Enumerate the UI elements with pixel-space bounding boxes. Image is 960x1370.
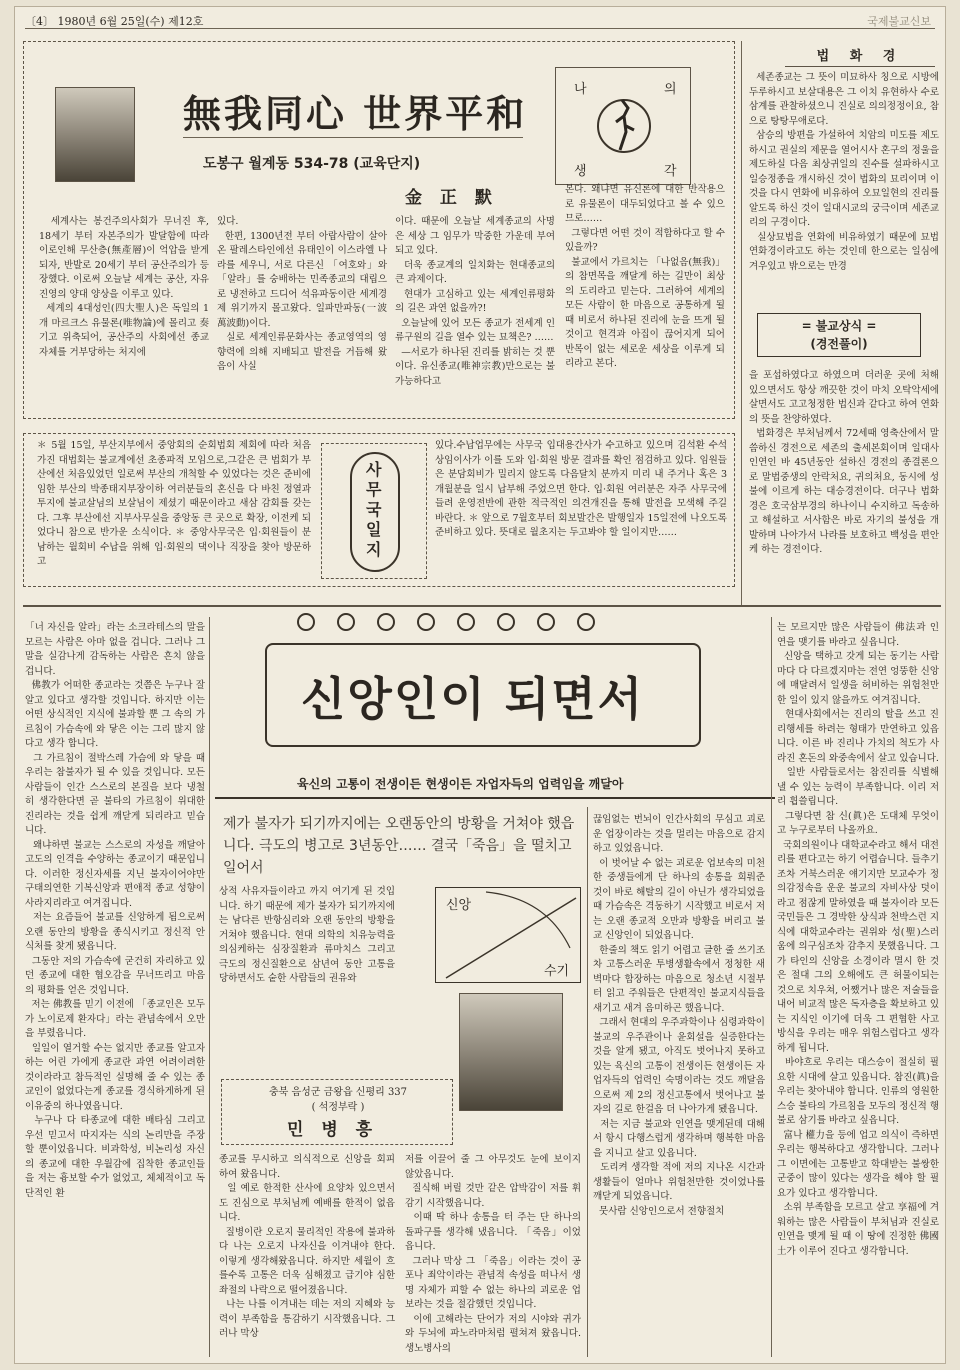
dharma-title-box [785,45,935,67]
bottom-col-2b: 종교를 무시하고 의식적으로 신앙을 회피하여 왔읍니다. 일 예로 한적한 산사에 요양차 있으면서도 진심으로 부처님께 예배를 한적이 없읍니다. 질병이란 오로지 물리적인 작용에 불과하다 나는 오로지 나자신을 이겨내야 한다. 이렇게 생각해왔읍니다. 하지만 세월이 흐를수록 고통은 더욱 심해졌고 급기야 심한 좌절의 나락으로 떨어졌읍니다. 나는 나를 이겨내는 데는 저의 지혜와 능력이 부족함을 통감하기 시작했읍니다. 그러나 막상 [219,1154,396,1339]
newspaper-page [14,6,946,1364]
bottom-divider-3 [587,807,588,1357]
circle-ornament [297,613,315,631]
top-author: 金 正 默 [405,188,498,208]
office-diary-emblem [321,443,427,579]
bottom-col-5: 는 모르지만 많은 사람들이 佛法과 인연을 맺기를 바라고 싶읍니다. 신앙을 택하고 갓게 되는 동기는 사람마다 다 다르겠지마는 전연 엉뚱한 신앙에 매달려서 일생을 허비하는 위험천만한 일이 있지 않을까도 여겨집니다. 현대사회에서는 진리의 탈을 쓰고 진리행세를 하려는 형태가 만연하고 있읍니다. 이른 바 진리나 가치의 척도가 사라진 혼돈의 와중속에서 살고 있습니다. 일반 사람들로서는 참진리를 식별해 낼 수 있는 능력이 부족합니다. 이리 저리 휩쓸립니다. 그렇다면 참 신(眞)은 도대체 무엇이고 누구로부터 나올까요. 국회의원이나 대학교수라고 해서 대전리를 편다고는 하기 어렵습니다. 들추기조차 거북스러운 얘기지만 모교수가 정의감정속을 운운 불교의 자비사상 덧이라고 점잖게 말하였을 때 불자이라 모든 국민들은 그 경박한 상식과 천박스런 지식에 대학교수라는 권위와 성(聖)스러움에 의구심조차 감추지 못했읍니다. 그가 타인의 신앙을 소경이라 멸시 한 것은 절대 그의 오해에도 큰 허물이되는 것으로 치우쳐, 어쨌거나 많은 저술들을 내어 비교적 많은 독자층을 확보하고 있는 지식인 이기에 더욱 그 편협한 사고방식을 우리는 매우 위험스럽다고 생각하게 됩니다. 바야흐로 우리는 대스승이 절실히 필요한 시대에 살고 있읍니다. 참진(眞)을 우리는 찾아내야 합니다. 인류의 영원한 스승 불타의 가르침을 모두의 정신적 행불로 삼기를 바라고 싶읍니다. 富나 權力을 등에 업고 의식이 즉하면 우리는 행복하다고 생각합니다. 그러나 그 이면에는 고통받고 학대받는 불쌍한 군중이 많이 있다는 생각을 해야 할 필요가 있다고 생각합니다. 소위 부족함을 모르고 살고 享福에 겨워하는 많은 사람들이 부처님과 진실로 인연을 맺게 될 때 이 땅에 진정한 佛國土가 이루어 진다고 생각합니다. [777,622,940,1257]
bottom-col-3b: 저를 이끌어 줄 그 아무것도 눈에 보이지 않았읍니다. 질식해 버릴 것만 같은 압박감이 저를 휘감기 시작했읍니다. 이때 딱 하나 송통을 터 주는 단 하나의 돌파구를 생각해 냈읍니다. 「죽음」이었읍니다. 그러나 막상 그 「죽음」이라는 것이 공포나 죄악이라는 관념적 속성을 떠나서 생명 자체가 피할 수 없는 하나의 괴로운 업보라는 것을 절감했던 것입니다. 이에 고해라는 단어가 저의 시야와 귀가와 두뇌에 파노라마처럼 펼쳐져 왔읍니다. 생노병사의 [405,1154,582,1354]
buddhism-common-sense-title: = 불교상식 = (경전풀이) [801,319,877,351]
dharma-body-1: 세존종교는 그 뜻이 미묘하사 칭으로 시방에 두루하시고 보살대용은 그 이치 유현하사 수로 삼계를 관찰하셨으니 진실로 의의정정이요, 참으로 탕탕무애로다. 삼승의 방편을 가설하여 치암의 미도를 제도하시고 권실의 제문을 열어시사 혼구의 정울을 제도하실 다음 최상귀일의 진수를 설파하시고 일승정종을 개시하신 것이 법화의 묘리이며 이것을 다시 연화에 비유하여 오묘일현의 진리를 알도록 하신 것이 일대시교의 궁극이며 세존교리의 구경이다. 실상묘법을 연화에 비유하였기 때문에 묘법연화경이라고도 하는 것인데 한으로는 일심에 겨우있고 밖으로는 만경 [749,72,939,272]
office-diary-title: 사무국일지 [366,460,382,559]
top-headline: 無我同心 世界平和 [183,91,528,136]
bottom-author: 민 병 흥 [287,1120,379,1140]
office-diary-right: 있다.수납업무에는 사무국 입대용간사가 수고하고 있으며 김석환 수석 상임이사가 이를 도와 입·회원 방문 결과를 확인 점검하고 있다. 임원들은 분담회비가 밀리지 않도록 다음달치 분까지 미리 내 주거나 혹은 3개월분을 일시 납부해 주었으면 한다. 입·회원 여러분은 자주 사무국에 들려 운영전반에 관한 적극적인 의견개진을 통해 발전을 모색해 주길 바란다. ＊ 앞으로 7월호부터 회보발간은 발행일자 15일전에 나오도록 준비하고 있다. 뜻대로 월초지는 두고봐야 할 일이지만…… [435,440,731,538]
top-article-col-1: 세계사는 봉건주의사회가 무너진 후, 18세기 부터 자본주의가 발달함에 따라 이로인해 무산층(無產層)이 억압을 받게되자, 반발로 20세기 부터 공산주의가 등장했다. 이로써 오늘날 세계는 공산, 자유진영의 양대 양상을 이루고 있다. 세계의 4대성인(四大聖人)은 독일의 1개 마르크스 유물론(唯物論)에 몰리고 奏기고 위축되어, 공산주의 사회에선 종교자체를 거부당하는 처지에 [39,216,209,358]
circle-ornament [497,613,515,631]
page-date-issue [25,13,203,29]
top-article-col-2: 있다. 한편, 1300년전 부터 아랍사람이 살아온 팔레스타인에선 유태인이 이스라엘 나라를 세우니, 서로 다른신 「여호와」와 「알라」를 숭배하는 민족종교의 대립으로 냉전하고 드디어 석유파동이란 세계경제 위기까지 몰고왔다. 일파만파동(一波萬波動)이다. 실로 세계인류문화사는 종교영역의 영향력에 의해 지배되고 발전을 거듭해 왔음이 사실 [217,216,388,372]
top-article-col-4: 본다. 왜냐면 유신론에 대한 반작용으로 유물론이 대두되었다고 볼 수 있으므로…… 그렇다면 어떤 것이 적합하다고 할 수 있을까? 불교에서 가르치는 「나없음(無我)」의 참면목을 깨달게 하는 길만이 최상의 도리라고 믿는다. 그러하여 세계의 모든 사람이 한 마음으로 공통하게 될 때 비로서 하나된 진리에 눈을 뜨게 될 것이고 현격과 아집이 끊어지게 되어 반목이 없는 세로운 세상을 이루게 되리라고 본다. [565,184,725,369]
dharma-title: 법 화 경 [816,49,904,64]
subtitle-rule [215,797,775,799]
office-diary-left: ＊ 5월 15일, 부산지부에서 중앙회의 순회법회 제회에 따라 처음가진 대법회는 불교계에선 초종파적 모임으로,그같은 큰 법회가 부산에선 처음있었던 일로써 부산의 개척할 수 있었다는 것은 준비에 임한 부산의 박종태지부장이하 여러분들의 혼신을 다 바친 정열과 투지에 불교살님의 보살님이 제셨기 때문이라고 새삼 감회를 갖는다. 그후 부산에선 지부사무실을 중앙동 큰 곳으로 확장, 이전케 되었다니 참으로 반가운 소식이다. ＊ 중앙사무국은 입·회원들이 분남하는 월회비 수납을 위해 입·회원의 댁이나 직장을 찾아 방문하고 [37,440,315,567]
page-number: 〔4〕 [25,15,54,28]
emblem-label-tr: 의 [664,82,677,97]
bottom-address: 충북 음성군 금왕읍 신평리 337 ( 석정부락 ) [268,1087,408,1113]
faith-memoir-box [435,887,581,983]
circle-ornament [337,613,355,631]
bottom-col-4: 끊임없는 번뇌이 인간사회의 무심고 괴로운 업장이라는 것을 멀리는 마음으로 감지하고 있었읍니다. 이 벗어날 수 없는 괴로운 업보속의 미천한 중생들에게 단 하나의 송통을 희뤄준 것이 바로 해탈의 길이 아닌가 생각되었을 때 가슴속은 격동하기 시작했고 비로서 저는 오랜 종교적 오만과 방황을 버리고 불교 신앙인이 되었읍니다. 한줄의 책도 읽기 어렵고 글한 줄 쓰기조차 고통스러운 투병생활속에서 정청한 새벽마다 합장하는 마음으로 청소년 시절부터 읽고 주워들은 단편적인 불교지식들을 새기고 새겨 음미하곤 했읍니다. 그래서 현대의 우주과학이나 심령과학이 불교의 우주관이나 윤회설을 실증한다는 것을 알게 됐고, 아직도 벗어나지 못하고 있는 육신의 고통이 전생이든 현생이든 자업자득의 업력인 숙명이라는 것도 깨달음으로써 제 2의 정신고통에서 벗어나고 불자의 길로 한걸음 더 나아가게 됐읍니다. 저는 지금 불교와 인연을 맺게된데 대해서 항시 다행스럽게 생각하며 행복한 마음을 지니고 살고 있읍니다. 도리켜 생각할 적에 저의 지나온 시간과 생활들이 얼마나 위험천만한 것이었나를 깨닫게 되었읍니다. 뭇사람 신앙인으로서 전향절치 [593,814,765,1217]
buddhism-common-sense-box [757,313,921,357]
bottom-title: 신앙인이 되면서 [301,672,645,726]
circle-ornament [417,613,435,631]
my-opinion-emblem [555,67,691,185]
section-separator [23,605,941,607]
bottom-col-1: 「너 자신을 알라」라는 소크라테스의 말을 모르는 사람은 아마 없을 겁니다. 그러나 그 말을 실감나게 감독하는 사람은 흔치 않을겁니다. 佛教가 어떠한 종교라는 것쯤은 누구나 잘 알고 있다고 생각할 것입니다. 하지만 이는 어떤 상식적인 지식에 불과할 뿐 그 속의 가르침이 가슴속에 와 닿은 이는 그리 많지 않다고 생각 합니다. 그 가르침이 절박스레 가슴에 와 닿을 때 우리는 참불자가 될 수 있을 것입니다. 모든 사람들이 인간 스스로의 본질을 보다 냉철히 생각한다면 곧 불타의 가르침이 위대한 진리라는 것을 쉽게 깨닫게 되리라고 믿습니다. 왜냐하면 불교는 스스로의 자성을 깨달아 고도의 인격을 수양하는 종교이기 때문입니다. 이러한 정신자세를 지닌 불자이어야만 구태의연한 기복신앙과 편애적 종교 성향이 사라지리라고 여겨집니다. 저는 요즘들어 불교를 신앙하게 됨으로써 오랜 동안의 방황을 종식시키고 정신적 안식처를 찾게 됐읍니다. 그동안 저의 가슴속에 굳건히 자리하고 있던 종교에 대한 협오감을 무너뜨리고 마음의 평화를 얻은 것입니다. 저는 佛教를 믿기 이전에 「종교인은 모두가 노이로제 환자다」라는 관념속에서 오만을 부렸읍니다. 일일이 열거할 수는 없지만 종교를 알고자하는 어린 가에게 종교란 과연 어려이려한 것이라라고 참득적인 실명해 줄 수 있는 종교인이 없었다는게 종교를 경식하게하게 된 이유중의 하나였읍니다. 누구나 다 타종교에 대한 배타심 그리고 우선 믿고서 따지자는 식의 논리만을 주장할 뿐이었읍니다. 비과학성, 비논리성 자신의 종교에 대한 우월감에 집착한 종교인들을 저는 흉보할 수가 없었고, 체체적이고 독단적인 환 [25,622,205,1199]
emblem-label-bl: 생 [574,164,587,179]
memoir-label: 수기 [544,964,570,979]
paper-name: 국제불교신보 [867,15,931,28]
circle-ornament [377,613,395,631]
bottom-subtitle: 육신의 고통이 전생이든 현생이든 자업자득의 업력임을 깨달아 [297,777,624,791]
circle-ornament [577,613,595,631]
thinker-icon [596,86,652,166]
headline-rule [183,137,523,138]
right-column-divider [741,41,742,607]
title-circles-row [297,613,677,635]
circle-ornament [457,613,475,631]
author-photo-kim [55,87,135,182]
masthead [25,11,935,29]
author-photo-min [459,993,563,1111]
top-address: 도봉구 월계동 534-78 (교육단지) [203,156,421,172]
emblem-label-br: 각 [664,164,677,179]
bottom-divider-1 [209,617,210,1357]
dharma-body-2: 을 포섭하였다고 하였으며 더러운 곳에 처해 있으면서도 항상 깨끗한 것이 마치 오탁악세에 살면서도 고고청정한 법신과 같다고 하여 연화의 뜻을 찬양하였다. 법화경은 부처님께서 72세때 영축산에서 말씀하신 경전으로 세존의 출세본회이며 일대사 인연인 바 45년동안 설하신 경전의 종결론으로 말법중생의 안락처요, 귀의처요, 동시에 성불에 이르게 하는 대승경전이다. 더구나 법화경은 호국삼부경의 하나이니 수지하고 독송하고 해설하고 서사함은 바로 자기의 불성을 개발하며 나아가서 나라를 보호하고 백성을 편안케 하는 경전이다. [749,370,939,555]
bottom-divider-4 [771,617,772,1357]
issue-date: 1980년 6월 25일(수) 제12호 [57,15,204,28]
bottom-col-2a: 상적 사유자들이라고 까지 여기게 된 것입니다. 하기 때문에 제가 불자가 되기까지에는 남다른 반항심리와 오랜 동안의 방황을 거쳐야 했읍니다. 현대 의학의 치유능력을 의심케하는 심장질환과 류마치스 그리고 극도의 정신질환으로 삼년여 동안 고통을 당하면서도 숱한 사람들의 권유와 [219,886,399,984]
circle-ornament [537,613,555,631]
bottom-lead: 제가 불자가 되기까지에는 오랜동안의 방황을 거쳐야 했읍니다. 극도의 병고로 3년동안…… 결국「죽음」을 떨치고 일어서 [223,816,575,876]
emblem-label-tl: 나 [574,82,587,97]
faith-label: 신앙 [446,898,472,913]
top-article-col-3: 이다. 때문에 오늘날 세계종교의 사명은 세상 그 임무가 막중한 가운데 부여되고 있다. 더욱 종교계의 일치화는 현대종교의 큰 과제이다. 현대가 고심하고 있는 세계인류평화의 길은 과연 없을까?! 오늘날에 있어 모든 종교가 전세계 인류구원의 길을 열수 있는 묘책은? …… —서로가 하나된 진리를 밝히는 것 뿐이다. 유신종교(唯神宗教)만으로는 불가능하다고 [395,216,555,387]
